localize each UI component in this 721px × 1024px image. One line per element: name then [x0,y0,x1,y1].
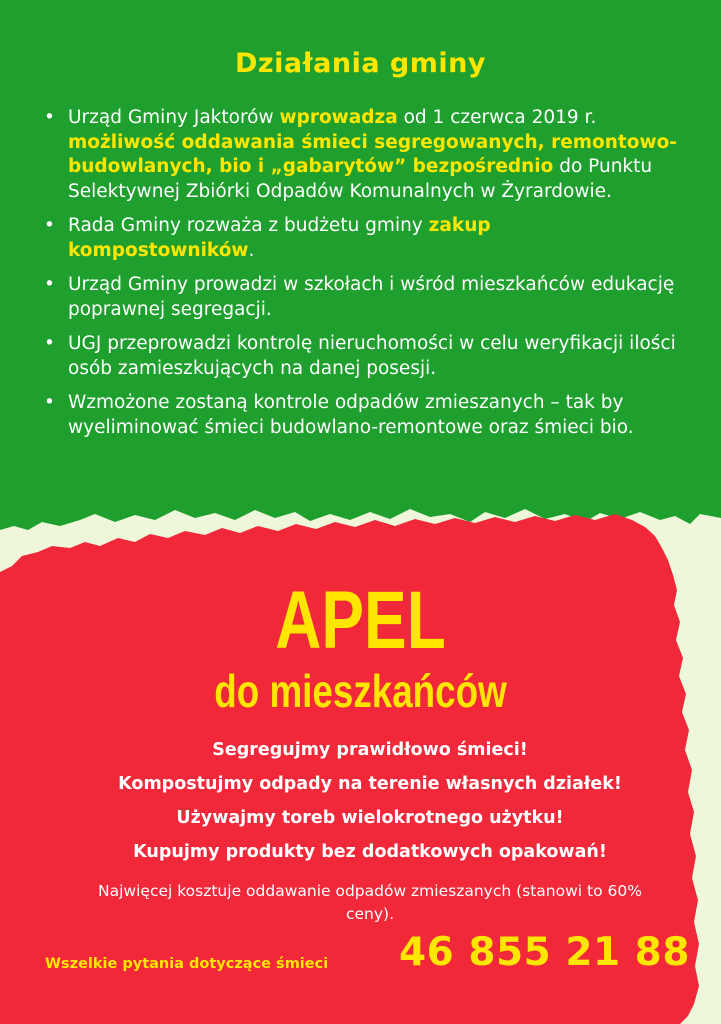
bullet-icon: • [44,107,55,128]
phone-number: 46 855 21 88 [399,930,690,975]
bullet-icon: • [44,392,55,413]
item-text: do Punktu Selektywnej Zbiórki Odpadów Komunalnych w Żyrardowie. [68,156,653,202]
item-text: od 1 czerwca 2019 r. [397,107,597,128]
section-title-gmina: Działania gminy [235,48,486,79]
highlighted-text: wprowadza [279,107,398,128]
highlighted-text: możliwość oddawania śmieci segregowanych, remontowo-budowlanych, bio i „gabarytów” bezpośrednio [68,131,677,177]
bullet-icon: • [44,333,55,354]
gmina-action-item [40,332,680,381]
slogan-item: Używajmy toreb wielokrotnego użytku! [176,808,564,828]
apel-subtitle: do mieszkańców [214,665,507,717]
bullet-icon: • [44,215,55,236]
item-text: UGJ przeprowadzi kontrolę nieruchomości w celu weryfikacji ilości osób zamieszkujących na danej posesji. [68,333,676,379]
item-text: Urząd Gminy prowadzi w szkołach i wśród mieszkańców edukację poprawnej segregacji. [68,274,675,320]
apel-slogans [60,733,680,869]
slogan-item: Kupujmy produkty bez dodatkowych opakowań! [133,842,607,862]
item-text: Wzmożone zostaną kontrole odpadów zmieszanych – tak by wyeliminować śmieci budowlano-remontowe oraz śmieci bio. [68,392,634,438]
contact-label: Wszelkie pytania dotyczące śmieci [45,956,329,972]
bullet-icon: • [44,274,55,295]
cost-note: Najwięcej kosztuje oddawanie odpadów zmieszanych (stanowi to 60% ceny). [98,882,642,923]
item-text: Urząd Gminy Jaktorów [68,107,280,128]
apel-title: APEL [275,575,446,666]
item-text: . [248,239,255,261]
gmina-action-item [40,106,680,204]
gmina-action-item [40,391,680,440]
highlighted-text: zakup kompostowników [68,215,491,261]
item-text: Rada Gminy rozważa z budżetu gminy [68,215,429,236]
gmina-action-item [40,273,680,322]
slogan-item: Kompostujmy odpady na terenie własnych działek! [118,774,622,794]
gmina-action-item [40,214,680,263]
slogan-item: Segregujmy prawidłowo śmieci! [212,740,528,760]
gmina-actions-list [40,106,680,450]
